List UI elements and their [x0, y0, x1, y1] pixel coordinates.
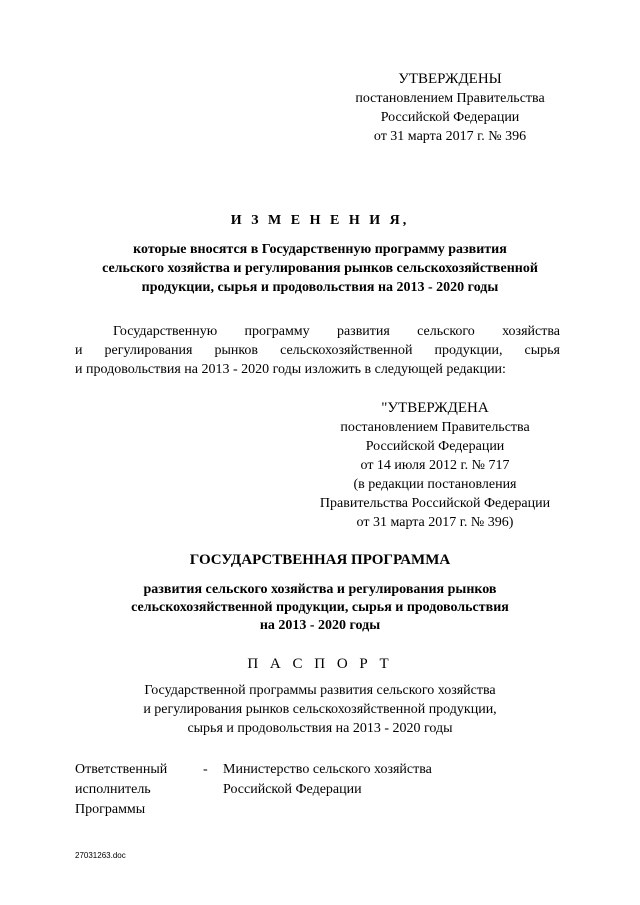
approval-line: от 31 марта 2017 г. № 396: [373, 129, 527, 144]
approval-program-line: (в редакции постановления: [353, 477, 517, 492]
passport-row-value: [223, 760, 563, 800]
approval-heading: УТВЕРЖДЕНЫ: [398, 71, 502, 87]
approval-program: [290, 399, 580, 532]
approval-program-line: от 14 июля 2012 г. № 717: [360, 458, 510, 473]
passport-row-label: [75, 760, 195, 820]
changes-subtitle-line: которые вносятся в Государственную программу развития: [133, 242, 507, 257]
body-line: и регулирования рынков сельскохозяйственной продукции, сырья: [75, 343, 560, 358]
passport-subtitle-line: Государственной программы развития сельского хозяйства: [144, 683, 496, 698]
changes-subtitle-line: продукции, сырья и продовольствия на 2013 - 2020 годы: [141, 280, 499, 295]
changes-block: [60, 213, 580, 297]
approval-line: Российской Федерации: [380, 110, 520, 125]
row-dash: -: [203, 762, 208, 777]
program-subtitle-line: развития сельского хозяйства и регулирования рынков: [143, 582, 497, 597]
passport-subtitle-line: сырья и продовольствия на 2013 - 2020 годы: [187, 721, 453, 736]
value-line: Российской Федерации: [223, 782, 362, 797]
passport-title: П А С П О Р Т: [247, 656, 393, 672]
program-block: [60, 552, 580, 635]
passport-subtitle-line: и регулирования рынков сельскохозяйственной продукции,: [143, 702, 497, 717]
value-line: Министерство сельского хозяйства: [223, 762, 432, 777]
passport-block: [60, 656, 580, 738]
approval-header: [340, 70, 560, 146]
body-line: Государственную программу развития сельского хозяйства: [113, 324, 560, 339]
changes-title: И З М Е Н Е Н И Я,: [230, 213, 410, 228]
label-line: исполнитель: [75, 782, 151, 797]
program-subtitle-line: на 2013 - 2020 годы: [259, 618, 381, 633]
approval-program-line: постановлением Правительства: [340, 420, 530, 435]
footer-filename: 27031263.doc: [75, 851, 126, 860]
body-paragraph: [75, 322, 560, 379]
approval-program-line: Российской Федерации: [365, 439, 505, 454]
approval-program-line: Правительства Российской Федерации: [319, 496, 551, 511]
approval-program-line: от 31 марта 2017 г. № 396): [356, 515, 514, 530]
approval-line: постановлением Правительства: [355, 91, 545, 106]
label-line: Ответственный: [75, 762, 168, 777]
approval-program-heading: "УТВЕРЖДЕНА: [381, 400, 489, 416]
changes-subtitle-line: сельского хозяйства и регулирования рынков сельскохозяйственной: [102, 261, 538, 276]
program-title: ГОСУДАРСТВЕННАЯ ПРОГРАММА: [189, 552, 451, 568]
program-subtitle-line: сельскохозяйственной продукции, сырья и продовольствия: [131, 600, 509, 615]
body-line: и продовольствия на 2013 - 2020 годы изложить в следующей редакции:: [75, 362, 506, 377]
label-line: Программы: [75, 802, 146, 817]
